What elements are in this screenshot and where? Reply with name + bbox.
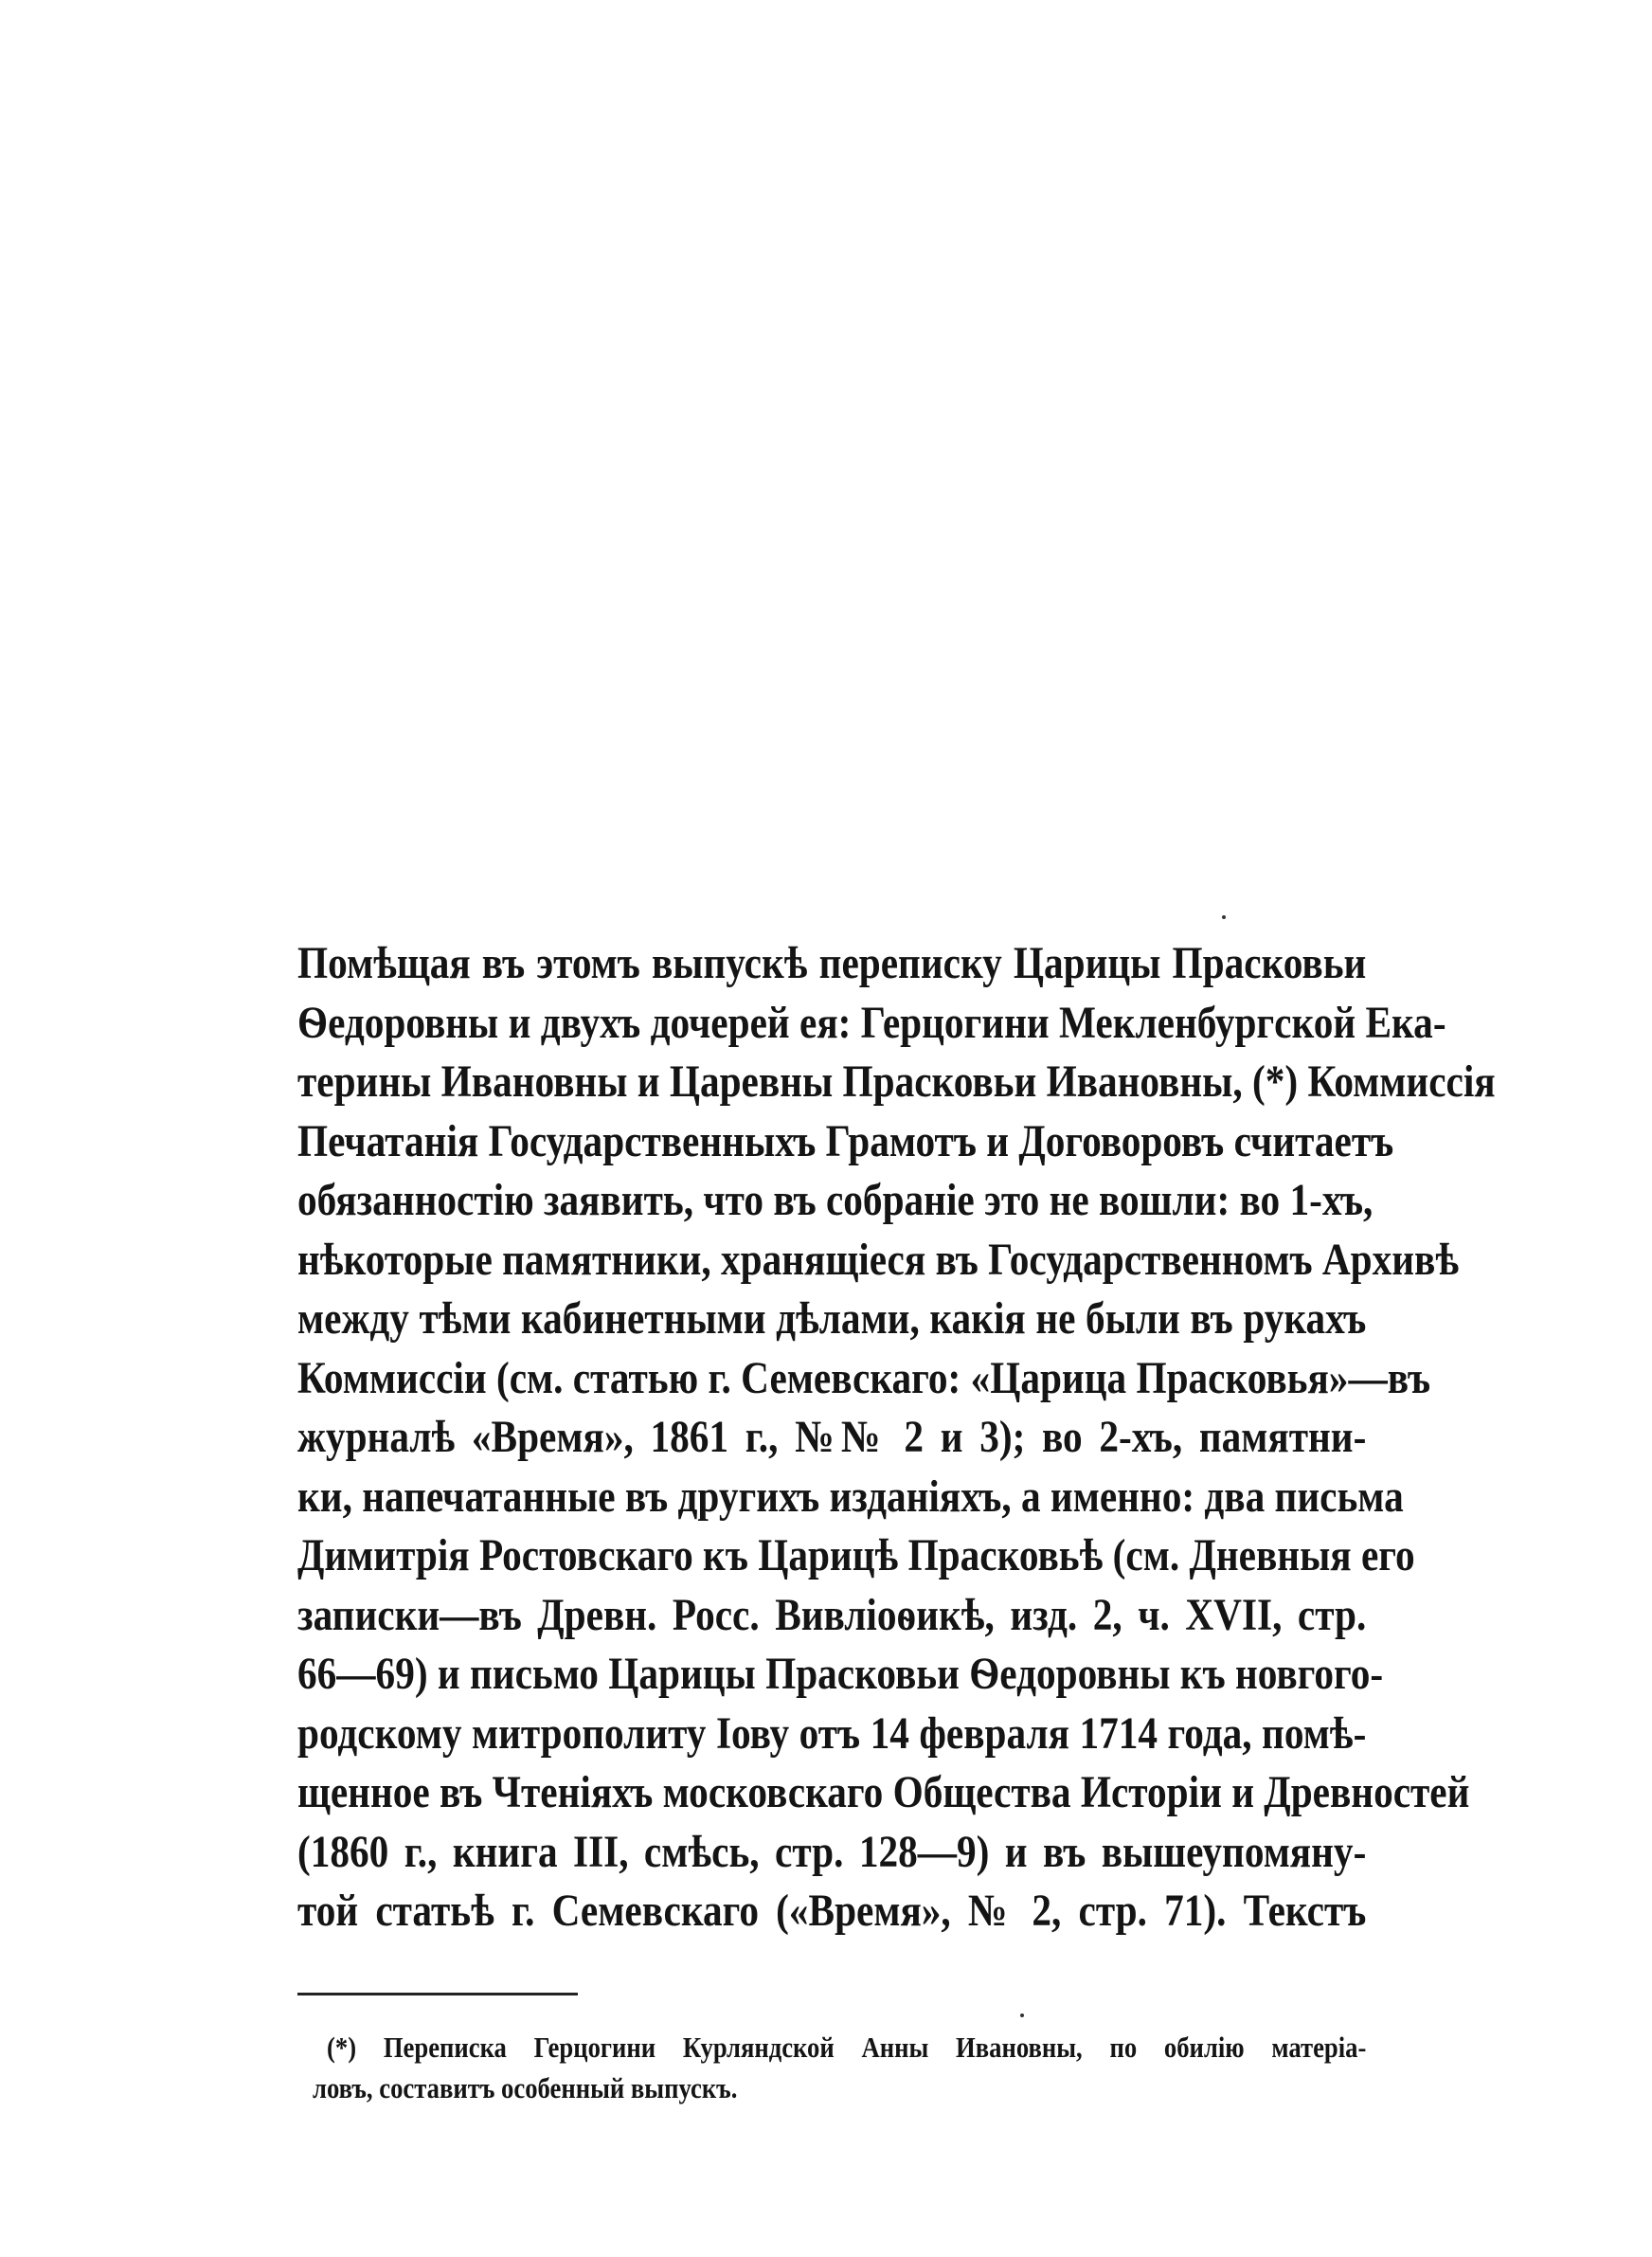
body-line: Коммиссіи (см. статью г. Семевскаго: «Царица Прасковья»—въ xyxy=(297,1353,1431,1403)
body-line: нѣкоторые памятники, хранящіеся въ Государственномъ Архивѣ xyxy=(297,1235,1460,1285)
footnote-rule xyxy=(297,1993,578,1995)
body-line: Печатанія Государственныхъ Грамотъ и Договоровъ считаетъ xyxy=(297,1116,1394,1166)
body-line: (1860 г., книга III, смѣсь, стр. 128—9) и въ вышеупомяну- xyxy=(297,1827,1367,1877)
body-line: 66—69) и письмо Царицы Прасковьи Ѳедоровны къ новгого- xyxy=(297,1649,1384,1699)
body-line: щенное въ Чтеніяхъ московскаго Общества Исторіи и Древностей xyxy=(297,1767,1470,1817)
body-line: записки—въ Древн. Росс. Вивліоѳикѣ, изд. 2, ч. XVII, стр. xyxy=(297,1590,1367,1640)
body-line: той статьѣ г. Семевскаго («Время», № 2, стр. 71). Текстъ xyxy=(297,1886,1367,1936)
body-line: ки, напечатанные въ другихъ изданіяхъ, а именно: два письма xyxy=(297,1472,1404,1522)
body-line: Димитрія Ростовскаго къ Царицѣ Прасковьѣ (см. Дневныя его xyxy=(297,1530,1415,1580)
footnote-line: (*) Переписка Герцогини Курляндской Анны Ивановны, по обилію матеріа- xyxy=(327,2031,1367,2064)
body-line: обязанностію заявить, что въ собраніе это не вошли: во 1-хъ, xyxy=(297,1175,1374,1225)
body-line: между тѣми кабинетными дѣлами, какія не были въ рукахъ xyxy=(297,1293,1367,1344)
footnote-line: ловъ, составитъ особенный выпускъ. xyxy=(313,2071,738,2104)
body-line: родскому митрополиту Іову отъ 14 февраля 1714 года, помѣ- xyxy=(297,1708,1367,1759)
print-speck xyxy=(1222,915,1226,919)
print-speck xyxy=(1020,2013,1024,2017)
body-line: Помѣщая въ этомъ выпускѣ переписку Царицы Прасковьи xyxy=(297,938,1367,988)
body-line: журналѣ «Время», 1861 г., №№ 2 и 3); во 2-хъ, памятни- xyxy=(297,1412,1367,1462)
body-line: Ѳедоровны и двухъ дочерей ея: Герцогини Мекленбургской Ека- xyxy=(297,998,1446,1048)
body-line: терины Ивановны и Царевны Прасковьи Ивановны, (*) Коммиссія xyxy=(297,1056,1496,1107)
